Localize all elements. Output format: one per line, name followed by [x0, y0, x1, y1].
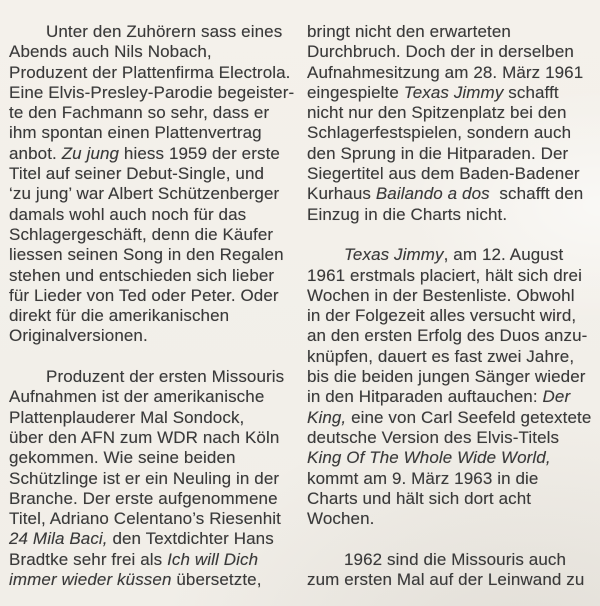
text-line: [9, 225, 301, 245]
text-line: [9, 367, 301, 387]
text-run: Charts und hält sich dort acht: [307, 488, 532, 508]
text-line: [9, 63, 301, 83]
text-run: über den AFN zum WDR nach Köln: [9, 427, 280, 447]
text-line: [307, 245, 599, 265]
text-run: für Lieder von Ted oder Peter. Oder: [9, 285, 279, 305]
text-run: hiess 1959 der erste: [119, 143, 280, 163]
text-run: Branche. Der erste aufgenommene: [9, 488, 278, 508]
text-run: Bradtke sehr frei als: [9, 549, 168, 569]
text-line: [9, 286, 301, 306]
text-line: [9, 550, 301, 570]
text-run: kommt am 9. März 1963 in die: [307, 468, 539, 488]
text-run: Wochen in der Bestenliste. Obwohl: [307, 285, 575, 305]
text-run: Titel, Adriano Celentano’s Riesenhit: [9, 509, 281, 529]
text-line: [9, 144, 301, 164]
italic-text-run: King,: [307, 407, 347, 427]
text-line: [9, 123, 301, 143]
text-run: knüpfen, dauert es fast zwei Jahre,: [307, 346, 575, 366]
text-line: [9, 570, 301, 590]
paragraph: [307, 22, 599, 225]
text-line: [307, 550, 599, 570]
text-run: Wochen.: [307, 509, 375, 529]
text-line: [9, 42, 301, 62]
text-run: Schlagerfestspielen, sondern auch: [307, 123, 572, 143]
text-run: , am 12. August: [443, 245, 564, 265]
text-line: [9, 428, 301, 448]
text-run: deutsche Version des Elvis-Titels: [307, 427, 560, 447]
text-run: den Textdichter Hans: [107, 529, 274, 549]
text-run: Abends auch Nils Nobach,: [9, 42, 212, 62]
text-line: [9, 205, 301, 225]
text-line: [307, 570, 599, 590]
text-line: [307, 22, 599, 42]
text-line: [9, 509, 301, 529]
text-run: gekommen. Wie seine beiden: [9, 448, 236, 468]
text-line: [307, 205, 599, 225]
text-line: [307, 42, 599, 62]
text-run: Schützlinge ist er ein Neuling in der: [9, 468, 280, 488]
paragraph: [307, 550, 599, 591]
text-run: Titel auf seiner Debut-Single, und: [9, 164, 265, 184]
text-line: [307, 83, 599, 103]
text-run: an den ersten Erfolg des Duos anzu-: [307, 326, 588, 346]
text-run: in der Folgezeit alles versucht wird,: [307, 306, 577, 326]
text-run: den Sprung in die Hitparaden. Der: [307, 143, 569, 163]
text-run: 1962 sind die Missouris auch: [344, 549, 567, 569]
text-line: [9, 529, 301, 549]
text-run: Unter den Zuhörern sass eines: [46, 22, 283, 41]
text-run: Durchbruch. Doch der in derselben: [307, 42, 574, 62]
text-run: Schlagergeschäft, denn die Käufer: [9, 224, 274, 244]
text-run: ‘zu jung’ war Albert Schützenberger: [9, 184, 280, 204]
text-run: bis die beiden jungen Sänger wieder: [307, 367, 586, 387]
text-run: Plattenplauderer Mal Sondock,: [9, 407, 245, 427]
text-line: [307, 123, 599, 143]
text-line: [9, 83, 301, 103]
text-line: [9, 387, 301, 407]
text-line: [307, 266, 599, 286]
text-line: [307, 63, 599, 83]
text-line: [307, 509, 599, 529]
text-line: [9, 22, 301, 42]
text-run: Aufnahmen ist der amerikanische: [9, 387, 265, 407]
text-line: [307, 286, 599, 306]
italic-text-run: Texas Jimmy: [344, 245, 444, 265]
text-run: in den Hitparaden auftauchen:: [307, 387, 543, 407]
text-run: nicht nur den Spitzenplatz bei den: [307, 103, 567, 123]
text-line: [307, 103, 599, 123]
text-run: te den Fachmann so sehr, dass er: [9, 103, 270, 123]
text-line: [9, 408, 301, 428]
text-line: [9, 469, 301, 489]
text-line: [307, 184, 599, 204]
italic-text-run: Ich will Dich: [167, 549, 259, 569]
text-line: [9, 326, 301, 346]
text-run: ihm spontan einen Plattenvertrag: [9, 123, 262, 143]
text-line: [307, 448, 599, 468]
text-run: zum ersten Mal auf der Leinwand zu: [307, 570, 585, 590]
text-run: 1961 erstmals placiert, hält sich drei: [307, 265, 582, 285]
text-line: [9, 245, 301, 265]
text-run: direkt für die amerikanischen: [9, 306, 230, 326]
italic-text-run: Texas Jimmy: [403, 82, 504, 102]
text-line: [9, 103, 301, 123]
text-run: stehen und entschieden sich lieber: [9, 265, 275, 285]
text-run: Kurhaus: [307, 184, 376, 204]
text-line: [9, 489, 301, 509]
paragraph: [9, 22, 301, 347]
text-line: [9, 164, 301, 184]
text-line: [307, 387, 599, 407]
text-column-left: [9, 22, 301, 590]
italic-text-run: King Of The Whole Wide World,: [307, 448, 551, 468]
text-line: [307, 408, 599, 428]
paragraph: [9, 367, 301, 590]
text-run: Eine Elvis-Presley-Parodie begeister-: [9, 82, 295, 102]
paragraph: [307, 245, 599, 529]
italic-text-run: Der: [542, 387, 571, 407]
text-run: Produzent der ersten Missouris: [46, 367, 285, 387]
text-line: [307, 428, 599, 448]
text-run: übersetzte,: [171, 570, 262, 590]
text-line: [9, 448, 301, 468]
text-line: [307, 164, 599, 184]
text-run: Aufnahmesitzung am 28. März 1961: [307, 62, 584, 82]
text-line: [307, 326, 599, 346]
text-run: Einzug in die Charts nicht.: [307, 204, 508, 224]
text-line: [9, 184, 301, 204]
text-line: [307, 367, 599, 387]
text-line: [9, 266, 301, 286]
text-run: liessen seinen Song in den Regalen: [9, 245, 284, 265]
italic-text-run: immer wieder küssen: [9, 570, 172, 590]
text-run: Originalversionen.: [9, 326, 148, 346]
text-run: Siegertitel aus dem Baden-Badener: [307, 164, 580, 184]
text-run: eine von Carl Seefeld getextete: [346, 407, 592, 427]
italic-text-run: Zu jung: [61, 143, 120, 163]
italic-text-run: 24 Mila Baci,: [9, 529, 108, 549]
text-line: [9, 306, 301, 326]
text-line: [307, 469, 599, 489]
italic-text-run: Bailando a dos: [375, 184, 490, 204]
text-run: schafft: [503, 82, 559, 102]
text-line: [307, 144, 599, 164]
text-run: eingespielte: [307, 82, 404, 102]
text-run: schafft den: [489, 184, 584, 204]
text-column-right: [307, 22, 599, 590]
text-line: [307, 306, 599, 326]
text-line: [307, 347, 599, 367]
text-line: [307, 489, 599, 509]
text-run: anbot.: [9, 143, 62, 163]
text-run: bringt nicht den erwarteten: [307, 22, 511, 41]
text-run: damals wohl auch noch für das: [9, 204, 247, 224]
text-run: Produzent der Plattenfirma Electrola.: [9, 62, 291, 82]
